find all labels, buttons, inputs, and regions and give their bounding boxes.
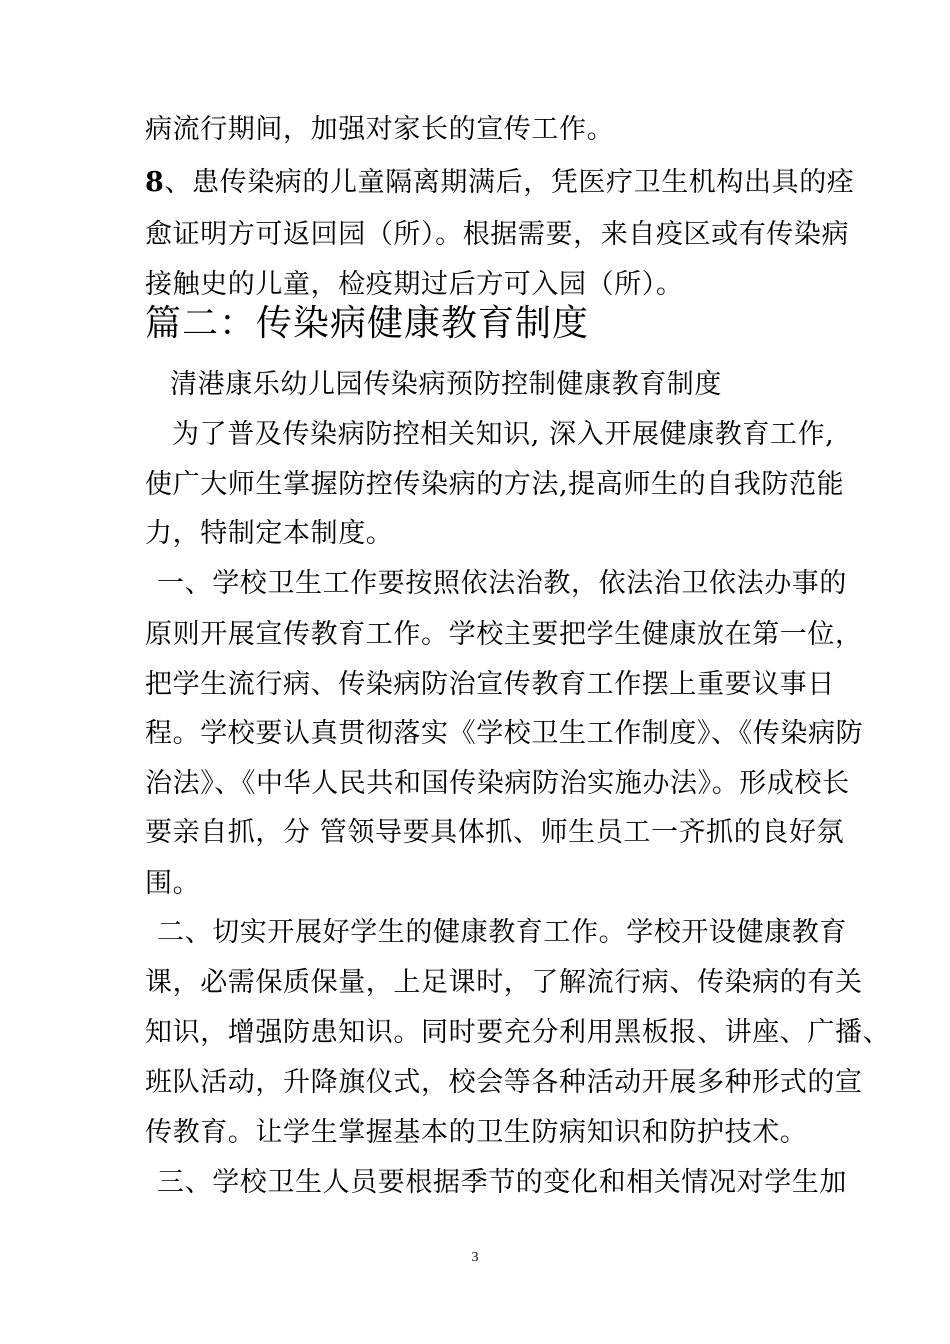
para-2-line-2: 课，必需保质保量，上足课时，了解流行病、传染病的有关	[145, 967, 863, 998]
section-title: 篇二：传染病健康教育制度	[145, 303, 590, 344]
para-2-line-3: 知识，增强防患知识。同时要充分利用黑板报、讲座、广播、	[145, 1017, 891, 1048]
para-1-line-5: 治法》、《中华人民共和国传染病防治实施办法》。形成校长	[145, 768, 850, 799]
intro-line-1: 为了普及传染病防控相关知识, 深入开展健康教育工作,	[172, 419, 835, 450]
intro-line-3: 力，特制定本制度。	[145, 518, 394, 549]
para-1-line-2: 原则开展宣传教育工作。学校主要把学生健康放在第一位，	[145, 619, 863, 650]
para-2-line-4: 班队活动，升降旗仪式，校会等各种活动开展多种形式的宣	[145, 1067, 863, 1098]
document-subtitle: 清港康乐幼儿园传染病预防控制健康教育制度	[170, 369, 722, 400]
item-8-line-2: 愈证明方可返回园（所）。根据需要，来自疫区或有传染病	[145, 219, 850, 250]
para-1-line-1: 一、学校卫生工作要按照依法治教，依法治卫依法办事的	[157, 568, 847, 599]
para-2-line-1: 二、切实开展好学生的健康教育工作。学校开设健康教育	[157, 917, 847, 948]
item-8-number: 8	[145, 167, 165, 198]
item-8-text: 、患传染病的儿童隔离期满后，凭医疗卫生机构出具的痊	[164, 167, 855, 198]
para-1-line-6: 要亲自抓，分 管领导要具体抓、师生员工一齐抓的良好氛	[145, 817, 845, 848]
para-1-line-3: 把学生流行病、传染病防治宣传教育工作摆上重要议事日	[145, 669, 835, 700]
continuation-line: 病流行期间，加强对家长的宣传工作。	[145, 114, 615, 145]
item-8-line-1	[145, 165, 854, 201]
para-1-line-4: 程。学校要认真贯彻落实《学校卫生工作制度》、《传染病防	[145, 718, 864, 749]
intro-line-2: 使广大师生掌握防控传染病的方法,提高师生的自我防范能	[145, 469, 845, 500]
item-8-line-3: 接触史的儿童，检疫期过后方可入园（所）。	[145, 269, 684, 300]
para-2-line-5: 传教育。让学生掌握基本的卫生防病知识和防护技术。	[145, 1117, 808, 1148]
para-3-line-1: 三、学校卫生人员要根据季节的变化和相关情况对学生加	[157, 1167, 847, 1198]
page-number: 3	[471, 1250, 479, 1265]
para-1-line-7: 围。	[145, 868, 201, 899]
